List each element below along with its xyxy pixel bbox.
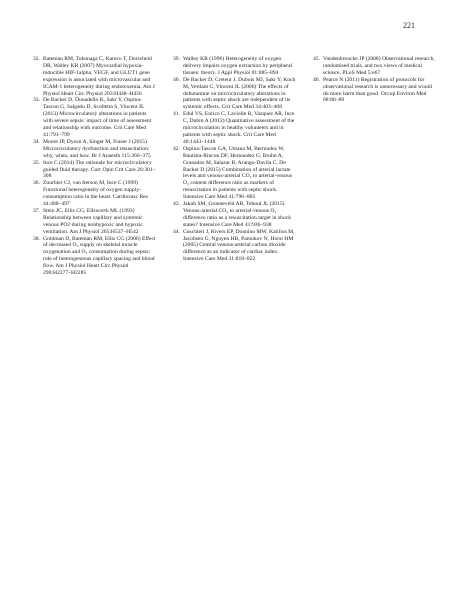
reference-number: 44. — [173, 228, 180, 235]
reference-text: De Backer D, Donadello K, Sakr Y, Ospina-Tascon G, Salgado D, Scolletta S, Vincent JL (2013) Microcirculatory alterations in patients with severe sepsis: impact of time of assessment and relationship with outcome. Crit Care Med 41:791–799 — [43, 97, 152, 138]
reference-item — [308, 56, 436, 77]
reference-text: Vandenbroucke JP (2008) Observational research, randomised trials, and two views of medical science. PLoS Med 5:e67 — [323, 56, 435, 76]
reference-number: 34. — [33, 138, 40, 145]
reference-item — [168, 146, 296, 201]
reference-text: Moore JP, Dyson A, Singer M, Fraser J (2015) Microcirculatory dysfunction and resuscitation: why, when, and how. Br J Anaesth 115:366–375 — [43, 138, 151, 159]
reference-number: 45. — [313, 56, 320, 62]
reference-text: Cuschieri J, Rivers EP, Donnino MW, Katilius M, Jacobsen G, Nguyen HB, Pamukov N, Horst HM (2005) Central venous-arterial carbon dioxide difference as an indicator of cardiac index. Intensive Care Med 31:818–822 — [183, 228, 295, 263]
reference-number: 32. — [33, 56, 40, 62]
reference-item — [28, 97, 156, 138]
reference-number: 43. — [173, 201, 180, 208]
reference-text: Ospina-Tascon GA, Umana M, Bermudez W, Bautista-Rincon DF, Hernandez G, Bruhn A, Granados M, Salazar B, Arango-Davila C, De Backer D (2015) Combination of arterial lactate levels and venous-arterial CO₂ to arterial-venous O₂ content difference ratio as markers of resuscitation in patients with septic shock. Intensive Care Med 41:796–805 — [183, 145, 293, 201]
reference-list — [28, 56, 436, 277]
reference-column-1 — [28, 56, 156, 277]
reference-text: Goldman D, Bateman RM, Ellis CG (2006) Effect of decreased O₂ supply on skeletal muscle oxygenation and O₂ consumption during sepsis: role of heterogeneous capillary spacing and blood flow. Am J Physiol Heart Circ Physiol 290:H2277–H2285 — [43, 235, 156, 277]
reference-text: De Backer D, Creteur J, Dubois MJ, Sakr Y, Koch M, Verdant C, Vincent JL (2006) The effects of dobutamine on microcirculatory alterations in patients with septic shock are independent of its systemic effects. Crit Care Med 34:403–408 — [183, 76, 296, 111]
reference-item — [28, 180, 156, 208]
reference-column-2 — [168, 56, 296, 277]
reference-number: 41. — [173, 111, 180, 118]
reference-number: 40. — [173, 76, 180, 83]
reference-number: 39. — [173, 56, 180, 62]
reference-column-3 — [308, 56, 436, 277]
reference-text: Edul VS, Enrico C, Laviolle B, Vazquez AR, Ince C, Dubin A (2012) Quantitative assessment of the microcirculation in healthy volunteers and in patients with septic shock. Crit Care Med 40:1443–1448 — [183, 111, 295, 145]
reference-text: Ince C (2014) The rationale for microcirculatory guided fluid therapy. Curr Opin Crit Care 20:301–308 — [43, 159, 156, 180]
reference-item — [28, 236, 156, 277]
reference-number: 38. — [33, 235, 40, 242]
reference-item — [168, 229, 296, 264]
reference-number: 37. — [33, 207, 40, 214]
page-number: 221 — [403, 21, 415, 30]
reference-text: Jakob SM, Groeneveld AB, Teboul JL (2015) Venous-arterial CO₂ to arterial-venous O₂ difference ratio as a resuscitation target in shock states? Intensive Care Med 41:936–938 — [183, 201, 292, 228]
reference-item — [308, 77, 436, 105]
reference-text: Pearce N (2011) Registration of protocols for observational research is unnecessary and would do more harm than good. Occup Environ Med 68:86–88 — [323, 76, 432, 104]
reference-text: Stein JC, Ellis CG, Ellsworth ML (1993) Relationship between capillary and systemic venous PO2 during nonhypoxic and hypoxic ventilation. Am J Physiol 265:H537–H542 — [43, 207, 143, 235]
reference-text: Walley KR (1996) Heterogeneity of oxygen delivery impairs oxygen extraction by peripheral tissues: theory. J Appl Physiol 81:885–894 — [183, 56, 293, 76]
reference-text: Zuurbier CJ, van Iterson M, Ince C (1999) Functional heterogeneity of oxygen supply-consumption ratio in the heart. Cardiovasc Res 44:488–497 — [43, 180, 148, 208]
reference-number: 46. — [313, 76, 320, 83]
reference-item — [168, 56, 296, 77]
reference-item — [28, 56, 156, 97]
reference-item — [168, 77, 296, 112]
reference-text: Bateman RM, Tokunaga C, Kareco T, Dorscheid DR, Walley KR (2007) Myocardial hypoxia-inducible HIF-1alpha, VEGF, and GLUT1 gene expression is associated with microvascular and ICAM-1 heterogeneity during endotoxemia. Am J Physiol Heart Circ Physiol 293:H448–H456 — [43, 56, 155, 97]
reference-item — [168, 201, 296, 229]
reference-number: 35. — [33, 159, 40, 166]
reference-number: 33. — [33, 97, 40, 104]
reference-number: 36. — [33, 180, 40, 187]
reference-item — [28, 160, 156, 181]
reference-item — [168, 111, 296, 146]
reference-item — [28, 139, 156, 160]
reference-item — [28, 208, 156, 236]
reference-number: 42. — [173, 145, 180, 152]
